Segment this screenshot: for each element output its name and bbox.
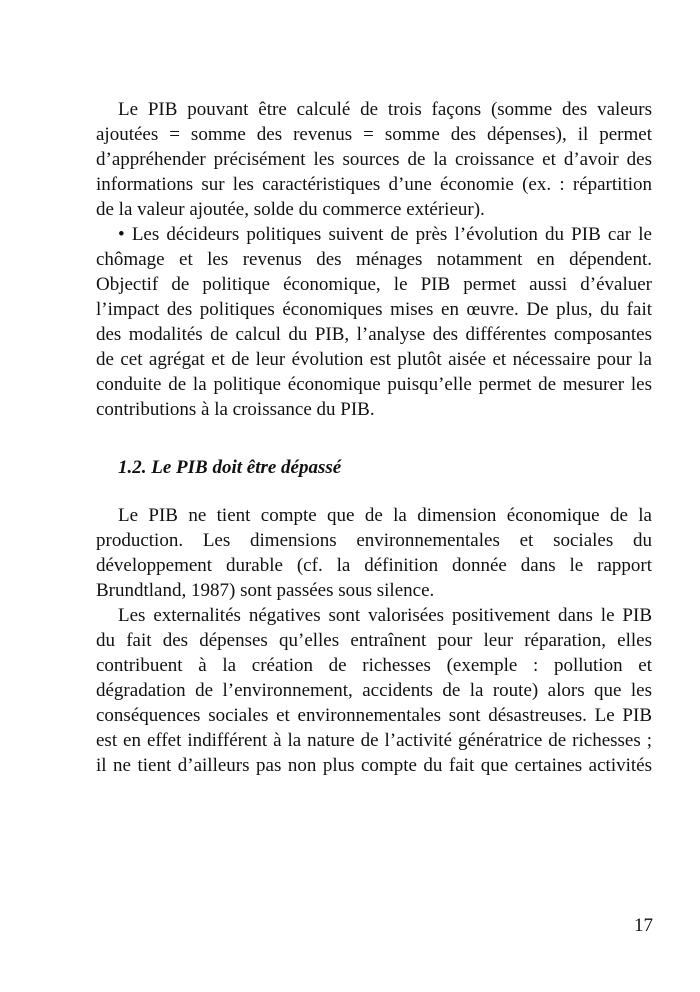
- text-line: de la valeur ajoutée, solde du commerce extérieur).: [96, 199, 485, 220]
- text-line: l’impact des politiques économiques mises en œuvre. De plus, du fait: [96, 299, 652, 320]
- text-line: • Les décideurs politiques suivent de près l’évolution du PIB car le: [118, 224, 652, 245]
- text-line: conduite de la politique économique puisqu’elle permet de mesurer les: [96, 374, 652, 395]
- paragraph-externalities: [96, 603, 652, 778]
- page-number: 17: [634, 915, 653, 936]
- text-line: dégradation de l’environnement, accidents de la route) alors que les: [96, 680, 652, 701]
- text-line: d’appréhender précisément les sources de la croissance et d’avoir des: [96, 149, 652, 170]
- text-line: de cet agrégat et de leur évolution est plutôt aisée et nécessaire pour la: [96, 349, 652, 370]
- text-line: chômage et les revenus des ménages notamment en dépendent.: [96, 249, 652, 270]
- text-line: contributions à la croissance du PIB.: [96, 399, 375, 420]
- text-line: Brundtland, 1987) sont passées sous silence.: [96, 580, 435, 601]
- text-line: informations sur les caractéristiques d’une économie (ex. : répartition: [96, 174, 652, 195]
- text-line: est en effet indifférent à la nature de l’activité génératrice de richesses ;: [96, 730, 652, 751]
- text-line: production. Les dimensions environnementales et sociales du: [96, 530, 652, 551]
- text-line: ajoutées = somme des revenus = somme des dépenses), il permet: [96, 124, 652, 145]
- text-line: conséquences sociales et environnementales sont désastreuses. Le PIB: [96, 705, 652, 726]
- paragraph-policy-makers: [96, 222, 652, 422]
- text-line: il ne tient d’ailleurs pas non plus compte du fait que certaines activités: [96, 755, 652, 776]
- text-line: Les externalités négatives sont valorisées positivement dans le PIB: [118, 605, 652, 626]
- section-heading: 1.2. Le PIB doit être dépassé: [118, 457, 342, 478]
- paragraph-economic-dimension: [96, 503, 652, 603]
- text-line: Le PIB ne tient compte que de la dimension économique de la: [118, 505, 652, 526]
- text-line: du fait des dépenses qu’elles entraînent pour leur réparation, elles: [96, 630, 652, 651]
- text-line: contribuent à la création de richesses (exemple : pollution et: [96, 655, 652, 676]
- text-line: Le PIB pouvant être calculé de trois façons (somme des valeurs: [118, 99, 652, 120]
- body-text-top: [96, 97, 652, 422]
- paragraph-pib-calculation: [96, 97, 652, 222]
- text-line: Objectif de politique économique, le PIB permet aussi d’évaluer: [96, 274, 652, 295]
- body-text-bottom: [96, 503, 652, 778]
- text-line: développement durable (cf. la définition donnée dans le rapport: [96, 555, 652, 576]
- text-line: des modalités de calcul du PIB, l’analyse des différentes composantes: [96, 324, 652, 345]
